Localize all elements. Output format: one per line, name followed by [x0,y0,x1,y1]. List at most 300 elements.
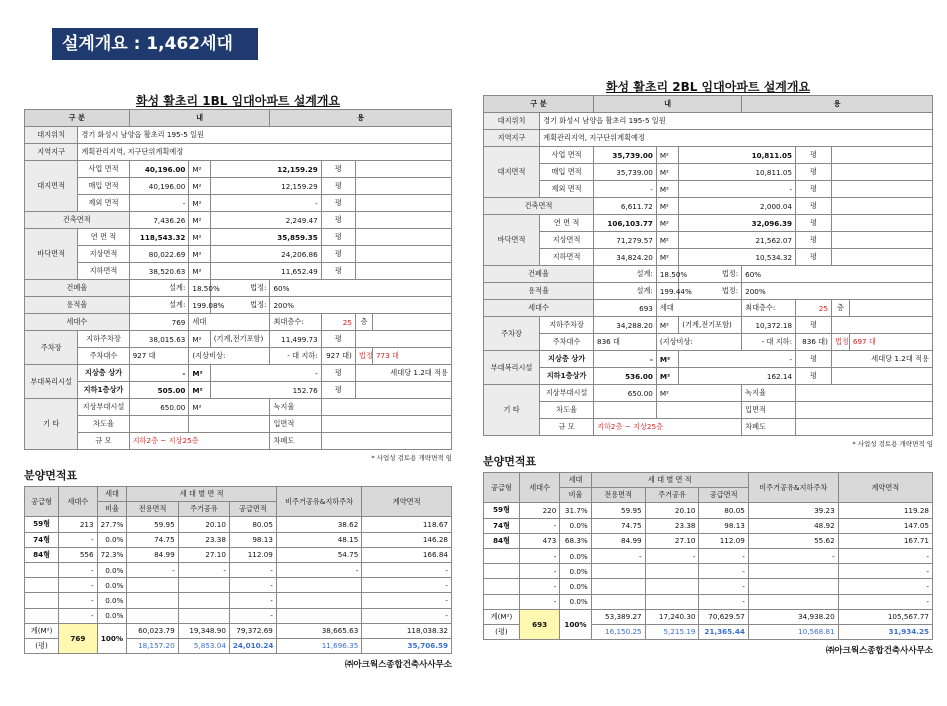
parking-count-part: 대 [289,351,302,360]
table-cell: 12,159.29 [210,178,321,195]
table-cell [127,608,178,623]
table-row [25,608,452,623]
table-cell [321,433,451,450]
table-cell [276,593,361,608]
table-cell [831,232,932,249]
table-cell: 지상층 상가 [540,351,594,368]
table-cell [645,564,699,579]
table-cell: 지하주차장 [540,317,594,334]
table-cell [355,229,451,246]
table-cell: 17,240.30 [645,609,699,624]
table-cell: 650.00 [594,385,657,402]
table-cell [25,593,59,608]
table-row [484,503,933,518]
table-cell: M² [656,181,678,198]
table-cell: 지하1층상가 [78,382,129,399]
table-cell: - [748,548,838,563]
table-cell: 21,562.07 [679,232,796,249]
table-cell [276,608,361,623]
table-cell [849,300,932,317]
table-cell: 최대층수: [742,300,796,317]
table-cell [484,579,520,594]
table-cell: 세 대 별 면 적 [127,487,276,502]
table-cell: 세대수 [59,487,97,517]
table-row [484,594,933,609]
table-cell: M² [189,365,210,382]
table-cell: - [679,181,796,198]
table-cell: (평) [484,624,520,639]
table-cell: - [127,562,178,577]
table-cell: - [59,608,97,623]
table-cell: 80,022.69 [129,246,189,263]
table-cell: M² [189,212,210,229]
parking-count-part: 927 [326,351,340,360]
table-cell: M² [656,147,678,164]
table-cell: 84.99 [591,533,645,548]
table-cell: 층 [831,300,849,317]
table-cell: 평 [796,198,832,215]
table-cell: 10,568.81 [748,624,838,639]
table-cell: 녹지율 [742,385,796,402]
parking-count-part: - [761,337,765,346]
table-cell: 0.0% [560,579,591,594]
table-cell: 세 대 별 면 적 [591,473,748,488]
table-row [484,533,933,548]
table-cell: 평 [796,249,832,266]
table-cell: 평 [321,229,355,246]
table-cell: 21,365.44 [699,624,748,639]
table-cell: (기계,전기포함) [210,331,270,348]
table-cell: 220 [519,503,559,518]
table-cell: 기 타 [484,385,540,436]
table-cell [127,593,178,608]
overview-table-wrap [483,95,933,436]
table-cell: 사업 면적 [540,147,594,164]
table-cell: M² [189,178,210,195]
table-cell [321,348,355,365]
table-cell: 규 모 [78,433,129,450]
table-cell: 80.05 [229,517,276,532]
table-cell [178,578,229,593]
table-row [25,178,452,195]
table-cell: 건폐율 [484,266,594,283]
table-row [484,232,933,249]
table-cell [831,164,932,181]
table-cell: 제외 면적 [78,195,129,212]
parking-count-part: 836 [597,337,611,346]
table-cell: 비주거공유&지하주차 [748,473,838,503]
table-cell: 주차대수 [540,334,594,351]
table-cell: 10,534.32 [679,249,796,266]
table-cell: 평 [321,195,355,212]
table-cell: 주거공유 [178,502,229,517]
table-cell: 계(M²) [25,623,59,638]
table-cell: 법정: [210,297,270,314]
table-cell: 200% [742,283,933,300]
table-cell: 설계: [594,266,657,283]
table-cell: 31.7% [560,503,591,518]
table-cell: 162.14 [679,368,796,385]
table-cell: - [838,594,932,609]
table-cell: 비율 [97,502,127,517]
table-cell: 18.50% [189,280,210,297]
table-cell: 11,696.35 [276,638,361,653]
table-cell: 주거공유 [645,488,699,503]
table-cell: 0.0% [97,608,127,623]
table-cell: 평 [796,368,832,385]
table-cell [270,348,321,365]
table-cell: 70,629.57 [699,609,748,624]
overview-table-wrap [24,109,452,450]
table-cell: M² [656,198,678,215]
table-cell: - [838,548,932,563]
table-row [25,246,452,263]
table-cell: 20.10 [178,517,229,532]
table-cell: M² [189,263,210,280]
table-row [484,518,933,533]
table-cell: 18.50% [656,266,678,283]
table-row [484,368,933,385]
table-cell: 지상면적 [78,246,129,263]
table-row [484,113,933,130]
parking-count-part: 836 [802,337,816,346]
table-cell: 주차장 [25,331,78,365]
table-cell: 평 [321,382,355,399]
table-cell [742,334,796,351]
table-cell: - [362,562,452,577]
table-cell [178,608,229,623]
table-row [484,402,933,419]
table-cell: 35,739.00 [594,147,657,164]
table-cell: M² [189,331,210,348]
table-cell: 평 [321,331,355,348]
table-cell: 6,611.72 [594,198,657,215]
table-cell: 지역지구 [25,144,78,161]
table-cell: 공급면적 [699,488,748,503]
table-cell: M² [189,161,210,178]
table-cell [831,181,932,198]
table-cell [372,348,451,365]
table-cell: (기계,전기포함) [679,317,742,334]
table-cell: 505.00 [129,382,189,399]
overview-header-row [484,96,933,113]
table-cell: - [59,593,97,608]
table-cell: 대지위치 [25,127,78,144]
table-row [25,562,452,577]
table-row [484,579,933,594]
table-row [484,283,933,300]
project-2bl [483,78,933,656]
table-cell: M² [189,382,210,399]
table-row [484,198,933,215]
table-cell: 23.38 [178,532,229,547]
table-cell: 84.99 [127,547,178,562]
table-cell: - [699,564,748,579]
table-cell: 27.10 [645,533,699,548]
table-cell: 53,389.27 [591,609,645,624]
table-cell: 세대당 1.2대 적용 [831,351,932,368]
table-cell: 118.67 [362,517,452,532]
table-cell [831,215,932,232]
table-cell [355,246,451,263]
table-cell [372,314,451,331]
table-cell: 지하2층 ~ 지상25층 [129,433,270,450]
table-cell: 5,853.04 [178,638,229,653]
table-cell: M² [656,368,678,385]
table-cell: - [276,562,361,577]
parking-count-part: 대 [146,351,156,360]
table-cell: 71,279.57 [594,232,657,249]
table-cell: - [519,579,559,594]
table-cell: 대지면적 [25,161,78,212]
table-cell [25,608,59,623]
table-row [484,147,933,164]
table-cell [484,594,520,609]
table-cell: 설계: [594,283,657,300]
table-cell [25,562,59,577]
table-cell [748,564,838,579]
table-cell: 38,665.63 [276,623,361,638]
table-cell: 38.62 [276,517,361,532]
table-cell: - [699,548,748,563]
table-cell: - [594,351,657,368]
table-cell: 계약면적 [362,487,452,517]
table-cell: 35,859.35 [210,229,321,246]
sales-table [24,486,452,654]
table-cell: 법정: [210,280,270,297]
table-cell: - [645,548,699,563]
table-cell: 34,288.20 [594,317,657,334]
table-cell: 부대복리시설 [484,351,540,385]
table-cell [591,564,645,579]
table-cell: 25 [321,314,355,331]
table-cell: 147.05 [838,518,932,533]
table-cell: 공급형 [484,473,520,503]
table-cell: 차폐도 [742,419,796,436]
table-cell: 10,372.18 [742,317,796,334]
table-cell: M² [656,385,741,402]
table-cell: 59형 [25,517,59,532]
doc-note: * 사업성 검토용 개략면적 임 [852,440,933,448]
table-cell: 38,015.63 [129,331,189,348]
table-cell: 473 [519,533,559,548]
table-cell: M² [189,246,210,263]
table-cell: 40,196.00 [129,178,189,195]
table-cell: 바닥면적 [484,215,540,266]
table-cell [645,579,699,594]
table-row [484,419,933,436]
table-cell: 84형 [25,547,59,562]
table-cell: 입면적 [270,416,321,433]
table-row [25,144,452,161]
table-cell: 18,157.20 [127,638,178,653]
table-cell: 55.62 [748,533,838,548]
page-banner: 설계개요 : 1,462세대 [52,28,258,60]
sales-table-title: 분양면적표 [483,455,537,468]
table-cell [355,382,451,399]
table-cell: 지상층 상가 [78,365,129,382]
table-cell: 계약면적 [838,473,932,503]
table-row [25,399,452,416]
table-cell: 공급형 [25,487,59,517]
table-row [25,280,452,297]
table-row [25,161,452,178]
table-cell: 146.28 [362,532,452,547]
table-cell: 72.3% [97,547,127,562]
table-cell: 48.15 [276,532,361,547]
table-cell: (평) [25,638,59,653]
table-cell: 74.75 [591,518,645,533]
table-cell: 내 [129,110,270,127]
table-cell: 27.7% [97,517,127,532]
table-row [25,195,452,212]
table-cell: 5,215.19 [645,624,699,639]
table-cell: 74형 [25,532,59,547]
table-cell: 19,348.90 [178,623,229,638]
table-cell: 지상면적 [540,232,594,249]
table-row [484,385,933,402]
table-cell: 건폐율 [25,280,130,297]
table-cell: 평 [321,365,355,382]
firm-name: ㈜아크웍스종합건축사사무소 [344,660,452,671]
table-cell: 세대 [97,487,127,502]
table-cell: 100% [560,609,591,639]
table-cell: - [59,562,97,577]
table-cell: - [129,365,189,382]
table-cell [129,416,189,433]
table-cell: 매입 면적 [78,178,129,195]
parking-count-part: 지하: [301,351,318,360]
overview-header-row [25,110,452,127]
table-cell [484,548,520,563]
table-cell: 112.09 [699,533,748,548]
table-cell: 비율 [560,488,591,503]
table-cell: 213 [59,517,97,532]
table-cell: 693 [519,609,559,639]
table-cell: 층 [355,314,372,331]
table-cell: 7,436.26 [129,212,189,229]
table-cell: 118,038.32 [362,623,452,638]
sales-total-row [25,623,452,638]
table-cell: M² [189,229,210,246]
table-cell [796,419,933,436]
parking-count-part: 대 [610,337,620,346]
table-row [484,266,933,283]
table-cell: 평 [796,317,832,334]
table-cell: 35,706.59 [362,638,452,653]
table-cell: 167.71 [838,533,932,548]
table-cell: 입면적 [742,402,796,419]
table-cell [831,198,932,215]
table-cell: (지상비상: [189,348,270,365]
table-cell: M² [656,232,678,249]
table-cell: 용적율 [25,297,130,314]
table-cell: 31,934.25 [838,624,932,639]
table-cell: 평 [321,246,355,263]
table-cell [355,195,451,212]
table-row [25,314,452,331]
parking-legal-part: 697 [852,337,867,346]
table-cell: 0.0% [560,518,591,533]
overview-table [24,109,452,450]
doc-title: 화성 활초리 1BL 임대아파트 설계개요 [135,94,341,108]
table-cell: 평 [321,178,355,195]
table-cell: 구 분 [25,110,130,127]
table-cell: - [679,351,796,368]
table-row [25,532,452,547]
table-cell: 기 타 [25,399,78,450]
table-row [25,229,452,246]
table-cell: 경기 화성시 남양읍 활초리 195-5 일원 [78,127,452,144]
table-cell: 23.38 [645,518,699,533]
table-cell [178,593,229,608]
table-cell: - [229,562,276,577]
table-cell: 지상부대시설 [540,385,594,402]
table-cell: 주차장 [484,317,540,351]
table-cell: M² [656,317,678,334]
table-cell: (지상비상: [656,334,741,351]
table-cell: 199.08% [189,297,210,314]
table-cell: 119.28 [838,503,932,518]
table-cell: 차도율 [540,402,594,419]
table-cell: 0.0% [97,562,127,577]
table-cell: 34,824.20 [594,249,657,266]
table-cell: 60,023.79 [127,623,178,638]
table-row [484,181,933,198]
table-cell: 0.0% [97,593,127,608]
table-cell [591,594,645,609]
table-cell: 98.13 [229,532,276,547]
table-cell: 40,196.00 [129,161,189,178]
table-cell: 대지면적 [484,147,540,198]
table-cell: - [838,564,932,579]
table-cell: 지하면적 [78,263,129,280]
table-cell [591,579,645,594]
table-cell: - [699,579,748,594]
table-cell [831,317,932,334]
table-cell: 전용면적 [127,502,178,517]
table-cell: 68.3% [560,533,591,548]
table-cell: 24,206.86 [210,246,321,263]
table-cell: 평 [321,212,355,229]
table-cell: 59.95 [127,517,178,532]
table-cell: 세대수 [519,473,559,503]
table-cell [796,334,832,351]
table-cell: 제외 면적 [540,181,594,198]
table-cell: 계획관리지역, 지구단위계획예정 [540,130,933,147]
table-cell: 60% [742,266,933,283]
table-cell: 바닥면적 [25,229,78,280]
table-cell [321,416,451,433]
table-cell: 건축면적 [484,198,594,215]
table-cell: M² [656,351,678,368]
table-cell: 105,567.77 [838,609,932,624]
table-cell: 계획관리지역, 지구단위계획예정 [78,144,452,161]
project-1bl [24,92,452,670]
table-row [25,127,452,144]
table-cell: 100% [97,623,127,653]
table-cell: 녹지율 [270,399,321,416]
table-cell: 지하면적 [540,249,594,266]
table-cell [656,402,741,419]
table-cell: 2,249.47 [210,212,321,229]
table-cell: 용 [270,110,451,127]
table-cell [594,334,657,351]
table-cell: - [59,532,97,547]
doc-note: * 사업성 검토용 개략면적 임 [371,454,452,462]
table-cell: 세대수 [484,300,594,317]
sales-header-row [484,473,933,488]
